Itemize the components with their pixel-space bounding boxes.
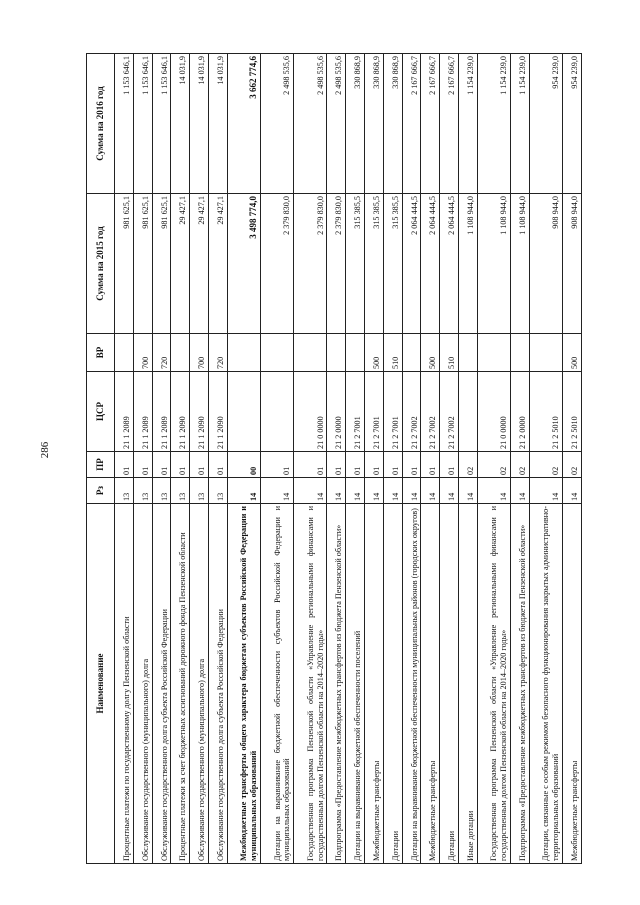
cell-pr: 01 [346, 452, 365, 478]
cell-pr: 01 [383, 452, 402, 478]
table-row [459, 54, 478, 864]
cell-rz: 14 [511, 478, 530, 504]
cell-vr [294, 334, 327, 372]
table-row [440, 54, 459, 864]
cell-rz: 14 [327, 478, 346, 504]
cell-csr: 21 2 5010 [529, 372, 562, 452]
cell-name: Подпрограмма «Предоставление межбюджетных трансфертов из бюджета Пензенской области» [327, 504, 346, 864]
cell-csr: 21 0 0000 [294, 372, 327, 452]
cell-pr: 02 [511, 452, 530, 478]
cell-rz: 14 [383, 478, 402, 504]
cell-name: Межбюджетные трансферты [421, 504, 440, 864]
cell-vr [529, 334, 562, 372]
cell-pr: 01 [190, 452, 209, 478]
cell-pr: 01 [421, 452, 440, 478]
cell-sum2016: 1 154 239,0 [459, 54, 478, 194]
cell-pr: 02 [477, 452, 510, 478]
cell-sum2015: 981 625,1 [115, 194, 134, 334]
cell-sum2015: 315 385,5 [365, 194, 384, 334]
cell-csr: 21 2 7002 [440, 372, 459, 452]
cell-rz: 14 [346, 478, 365, 504]
cell-name: Иные дотации [459, 504, 478, 864]
cell-sum2016: 1 154 239,0 [477, 54, 510, 194]
cell-csr [261, 372, 294, 452]
cell-pr: 01 [171, 452, 190, 478]
cell-sum2015: 2 064 444,5 [440, 194, 459, 334]
cell-rz: 14 [402, 478, 421, 504]
cell-rz: 14 [294, 478, 327, 504]
cell-name: Дотации, связанные с особым режимом безопасного функционирования закрытых административно-территориальных образований [529, 504, 562, 864]
cell-rz: 14 [421, 478, 440, 504]
cell-name: Обслуживание государственного долга субъекта Российской Федерации [152, 504, 171, 864]
cell-pr: 01 [115, 452, 134, 478]
cell-sum2015: 981 625,1 [133, 194, 152, 334]
cell-vr [327, 334, 346, 372]
table-row [261, 54, 294, 864]
cell-csr: 21 2 7001 [365, 372, 384, 452]
cell-pr: 00 [227, 452, 260, 478]
cell-csr: 21 2 7001 [383, 372, 402, 452]
cell-csr: 21 2 0000 [511, 372, 530, 452]
cell-vr: 700 [190, 334, 209, 372]
table-header-row [87, 54, 115, 864]
header-rz: Рз [87, 478, 115, 504]
budget-table [86, 53, 582, 864]
header-name: Наименование [87, 504, 115, 864]
cell-csr [459, 372, 478, 452]
cell-name: Межбюджетные трансферты общего характера бюджетам субъектов Российской Федерации и муниципальных образований [227, 504, 260, 864]
cell-pr: 01 [261, 452, 294, 478]
cell-sum2015: 2 379 830,0 [261, 194, 294, 334]
cell-pr: 01 [327, 452, 346, 478]
cell-name: Государственная программа Пензенской области «Управление региональными финансами и государственным долгом Пензенской области на 2014–2020 годы» [294, 504, 327, 864]
cell-csr: 21 2 7001 [346, 372, 365, 452]
cell-rz: 13 [190, 478, 209, 504]
cell-sum2015: 29 427,1 [171, 194, 190, 334]
cell-sum2015: 1 108 944,0 [511, 194, 530, 334]
cell-sum2015: 2 379 830,0 [327, 194, 346, 334]
cell-sum2016: 2 498 535,6 [261, 54, 294, 194]
cell-pr: 01 [133, 452, 152, 478]
cell-vr: 510 [383, 334, 402, 372]
cell-rz: 14 [227, 478, 260, 504]
cell-sum2016: 2 167 666,7 [421, 54, 440, 194]
cell-csr [227, 372, 260, 452]
cell-sum2016: 1 154 239,0 [511, 54, 530, 194]
cell-sum2016: 14 031,9 [171, 54, 190, 194]
cell-vr: 500 [563, 334, 582, 372]
cell-pr: 01 [440, 452, 459, 478]
table-row [327, 54, 346, 864]
cell-rz: 14 [529, 478, 562, 504]
cell-pr: 01 [294, 452, 327, 478]
cell-vr [115, 334, 134, 372]
table-row [511, 54, 530, 864]
table-row [133, 54, 152, 864]
table-row [115, 54, 134, 864]
cell-sum2016: 2 167 666,7 [440, 54, 459, 194]
cell-pr: 01 [365, 452, 384, 478]
cell-sum2016: 2 167 666,7 [402, 54, 421, 194]
cell-sum2016: 330 868,9 [383, 54, 402, 194]
cell-pr: 02 [563, 452, 582, 478]
cell-sum2015: 2 379 830,0 [294, 194, 327, 334]
table-row [227, 54, 260, 864]
cell-vr: 720 [208, 334, 227, 372]
cell-sum2016: 954 239,0 [529, 54, 562, 194]
page-number: 286 [39, 441, 51, 459]
cell-csr: 21 2 7002 [421, 372, 440, 452]
cell-sum2016: 1 153 646,1 [152, 54, 171, 194]
cell-pr: 02 [459, 452, 478, 478]
cell-name: Межбюджетные трансферты [563, 504, 582, 864]
cell-name: Межбюджетные трансферты [365, 504, 384, 864]
cell-csr: 21 1 2090 [190, 372, 209, 452]
cell-rz: 14 [563, 478, 582, 504]
cell-vr [402, 334, 421, 372]
cell-name: Процентные платежи по государственному долгу Пензенской области [115, 504, 134, 864]
cell-sum2016: 14 031,9 [208, 54, 227, 194]
cell-sum2015: 29 427,1 [208, 194, 227, 334]
table-row [529, 54, 562, 864]
cell-rz: 13 [208, 478, 227, 504]
header-sum-2015: Сумма на 2015 год [87, 194, 115, 334]
cell-vr [261, 334, 294, 372]
cell-vr: 500 [421, 334, 440, 372]
cell-vr [477, 334, 510, 372]
cell-vr: 510 [440, 334, 459, 372]
table-row [190, 54, 209, 864]
cell-name: Государственная программа Пензенской области «Управление региональными финансами и государственным долгом Пензенской области на 2014–2020 годы» [477, 504, 510, 864]
table-row [365, 54, 384, 864]
cell-sum2016: 1 153 646,1 [115, 54, 134, 194]
table-row [294, 54, 327, 864]
cell-sum2016: 330 868,9 [346, 54, 365, 194]
cell-rz: 14 [477, 478, 510, 504]
table-row [152, 54, 171, 864]
cell-vr [459, 334, 478, 372]
cell-csr: 21 1 2089 [115, 372, 134, 452]
cell-name: Подпрограмма «Предоставление межбюджетных трансфертов из бюджета Пензенской области» [511, 504, 530, 864]
cell-vr [346, 334, 365, 372]
cell-name: Обслуживание государственного (муниципального) долга [133, 504, 152, 864]
cell-rz: 14 [459, 478, 478, 504]
cell-rz: 13 [115, 478, 134, 504]
cell-csr: 21 0 0000 [477, 372, 510, 452]
table-body [115, 54, 582, 864]
cell-vr [227, 334, 260, 372]
cell-sum2015: 908 944,0 [563, 194, 582, 334]
cell-sum2015: 29 427,1 [190, 194, 209, 334]
table-row [421, 54, 440, 864]
header-pr: ПР [87, 452, 115, 478]
cell-sum2016: 2 498 535,6 [327, 54, 346, 194]
cell-sum2015: 315 385,5 [383, 194, 402, 334]
cell-sum2015: 1 108 944,0 [477, 194, 510, 334]
cell-name: Дотации [383, 504, 402, 864]
cell-vr [171, 334, 190, 372]
cell-name: Дотации на выравнивание бюджетной обеспеченности муниципальных районов (городских округов) [402, 504, 421, 864]
cell-csr: 21 1 2090 [171, 372, 190, 452]
cell-sum2015: 315 385,5 [346, 194, 365, 334]
table-row [563, 54, 582, 864]
cell-csr: 21 1 2090 [208, 372, 227, 452]
cell-sum2016: 14 031,9 [190, 54, 209, 194]
cell-csr: 21 2 0000 [327, 372, 346, 452]
cell-pr: 02 [529, 452, 562, 478]
table-row [402, 54, 421, 864]
cell-rz: 14 [365, 478, 384, 504]
cell-name: Обслуживание государственного (муниципального) долга [190, 504, 209, 864]
table-row [346, 54, 365, 864]
cell-csr: 21 1 2089 [133, 372, 152, 452]
table-row [171, 54, 190, 864]
table-row [208, 54, 227, 864]
header-csr: ЦСР [87, 372, 115, 452]
cell-sum2015: 981 625,1 [152, 194, 171, 334]
cell-vr: 500 [365, 334, 384, 372]
budget-table-container [86, 54, 582, 864]
table-row [477, 54, 510, 864]
cell-vr [511, 334, 530, 372]
cell-sum2015: 908 944,0 [529, 194, 562, 334]
header-vr: ВР [87, 334, 115, 372]
cell-name: Обслуживание государственного долга субъекта Российской Федерации [208, 504, 227, 864]
cell-pr: 01 [208, 452, 227, 478]
cell-rz: 13 [152, 478, 171, 504]
cell-pr: 01 [402, 452, 421, 478]
cell-vr: 700 [133, 334, 152, 372]
cell-sum2016: 2 498 535,6 [294, 54, 327, 194]
cell-pr: 01 [152, 452, 171, 478]
cell-sum2016: 330 868,9 [365, 54, 384, 194]
cell-sum2016: 3 662 774,6 [227, 54, 260, 194]
cell-name: Дотации на выравнивание бюджетной обеспеченности поселений [346, 504, 365, 864]
cell-sum2016: 1 153 646,1 [133, 54, 152, 194]
table-row [383, 54, 402, 864]
cell-sum2016: 954 239,0 [563, 54, 582, 194]
cell-name: Дотации на выравнивание бюджетной обеспеченности субъектов Российской Федерации и муниципальных образований [261, 504, 294, 864]
cell-rz: 13 [171, 478, 190, 504]
cell-rz: 14 [440, 478, 459, 504]
cell-vr: 720 [152, 334, 171, 372]
cell-csr: 21 2 7002 [402, 372, 421, 452]
cell-name: Процентные платежи за счет бюджетных ассигнований дорожного фонда Пензенской области [171, 504, 190, 864]
cell-csr: 21 2 5010 [563, 372, 582, 452]
cell-sum2015: 3 498 774,0 [227, 194, 260, 334]
cell-sum2015: 2 064 444,5 [402, 194, 421, 334]
cell-csr: 21 1 2089 [152, 372, 171, 452]
cell-sum2015: 2 064 444,5 [421, 194, 440, 334]
header-sum-2016: Сумма на 2016 год [87, 54, 115, 194]
cell-rz: 13 [133, 478, 152, 504]
cell-name: Дотации [440, 504, 459, 864]
cell-sum2015: 1 108 944,0 [459, 194, 478, 334]
cell-rz: 14 [261, 478, 294, 504]
